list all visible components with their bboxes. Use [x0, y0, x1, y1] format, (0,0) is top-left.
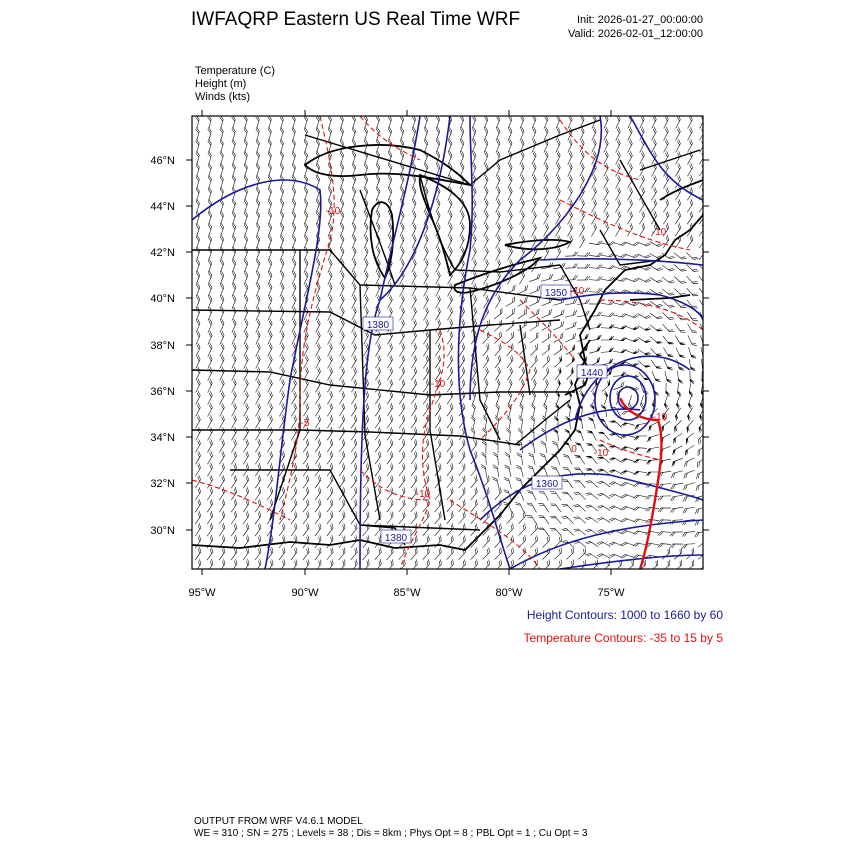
lat-label: 46°N [150, 155, 175, 167]
temperature-contour-label: -10 [651, 227, 667, 238]
lon-label: 80°W [495, 587, 523, 599]
temperature-contour-label: -10 [325, 206, 341, 217]
lat-label: 34°N [150, 432, 175, 444]
field-winds: Winds (kts) [195, 91, 250, 103]
lat-label: 40°N [150, 293, 175, 305]
lat-label: 30°N [150, 525, 175, 537]
valid-time: Valid: 2026-02-01_12:00:00 [568, 28, 703, 40]
height-contour-label: 1350 [544, 288, 568, 299]
wind-barbs [192, 115, 710, 572]
lat-label: 44°N [150, 201, 175, 213]
temperature-contour-label: -10 [430, 379, 446, 390]
great-lakes [305, 145, 570, 293]
height-contour-label: 1380 [384, 533, 408, 544]
height-contour-label: 1380 [366, 320, 390, 331]
temperature-contour-label: -10 [415, 489, 431, 500]
lon-label: 85°W [393, 587, 421, 599]
temperature-contour-label: -5 [300, 418, 310, 429]
lon-label: 95°W [188, 587, 216, 599]
map-title: IWFAQRP Eastern US Real Time WRF [191, 9, 521, 30]
lat-label: 42°N [150, 247, 175, 259]
field-height: Height (m) [195, 78, 247, 90]
init-time: Init: 2026-01-27_00:00:00 [577, 14, 703, 26]
model-info: OUTPUT FROM WRF V4.6.1 MODEL [194, 816, 363, 827]
height-contour-label: 1440 [580, 368, 604, 379]
field-temperature: Temperature (C) [195, 65, 276, 77]
lat-label: 36°N [150, 386, 175, 398]
lat-label: 32°N [150, 478, 175, 490]
state-boundaries [192, 120, 700, 545]
model-settings: WE = 310 ; SN = 275 ; Levels = 38 ; Dis = 8km ; Phys Opt = 8 ; PBL Opt = 1 ; Cu Opt = 3 [194, 828, 588, 839]
lon-label: 75°W [597, 587, 625, 599]
temperature-contour-label: 0 [571, 444, 577, 455]
temperature-contour-label: -10 [569, 286, 585, 297]
temperature-contour-legend: Temperature Contours: -35 to 15 by 5 [523, 631, 723, 645]
lat-label: 38°N [150, 340, 175, 352]
height-contour-label: 1360 [535, 479, 559, 490]
height-contour-legend: Height Contours: 1000 to 1660 by 60 [526, 608, 723, 622]
temperature-contour-label: -10 [652, 412, 668, 423]
temperature-contour-label: -10 [593, 448, 609, 459]
lon-label: 90°W [291, 587, 319, 599]
